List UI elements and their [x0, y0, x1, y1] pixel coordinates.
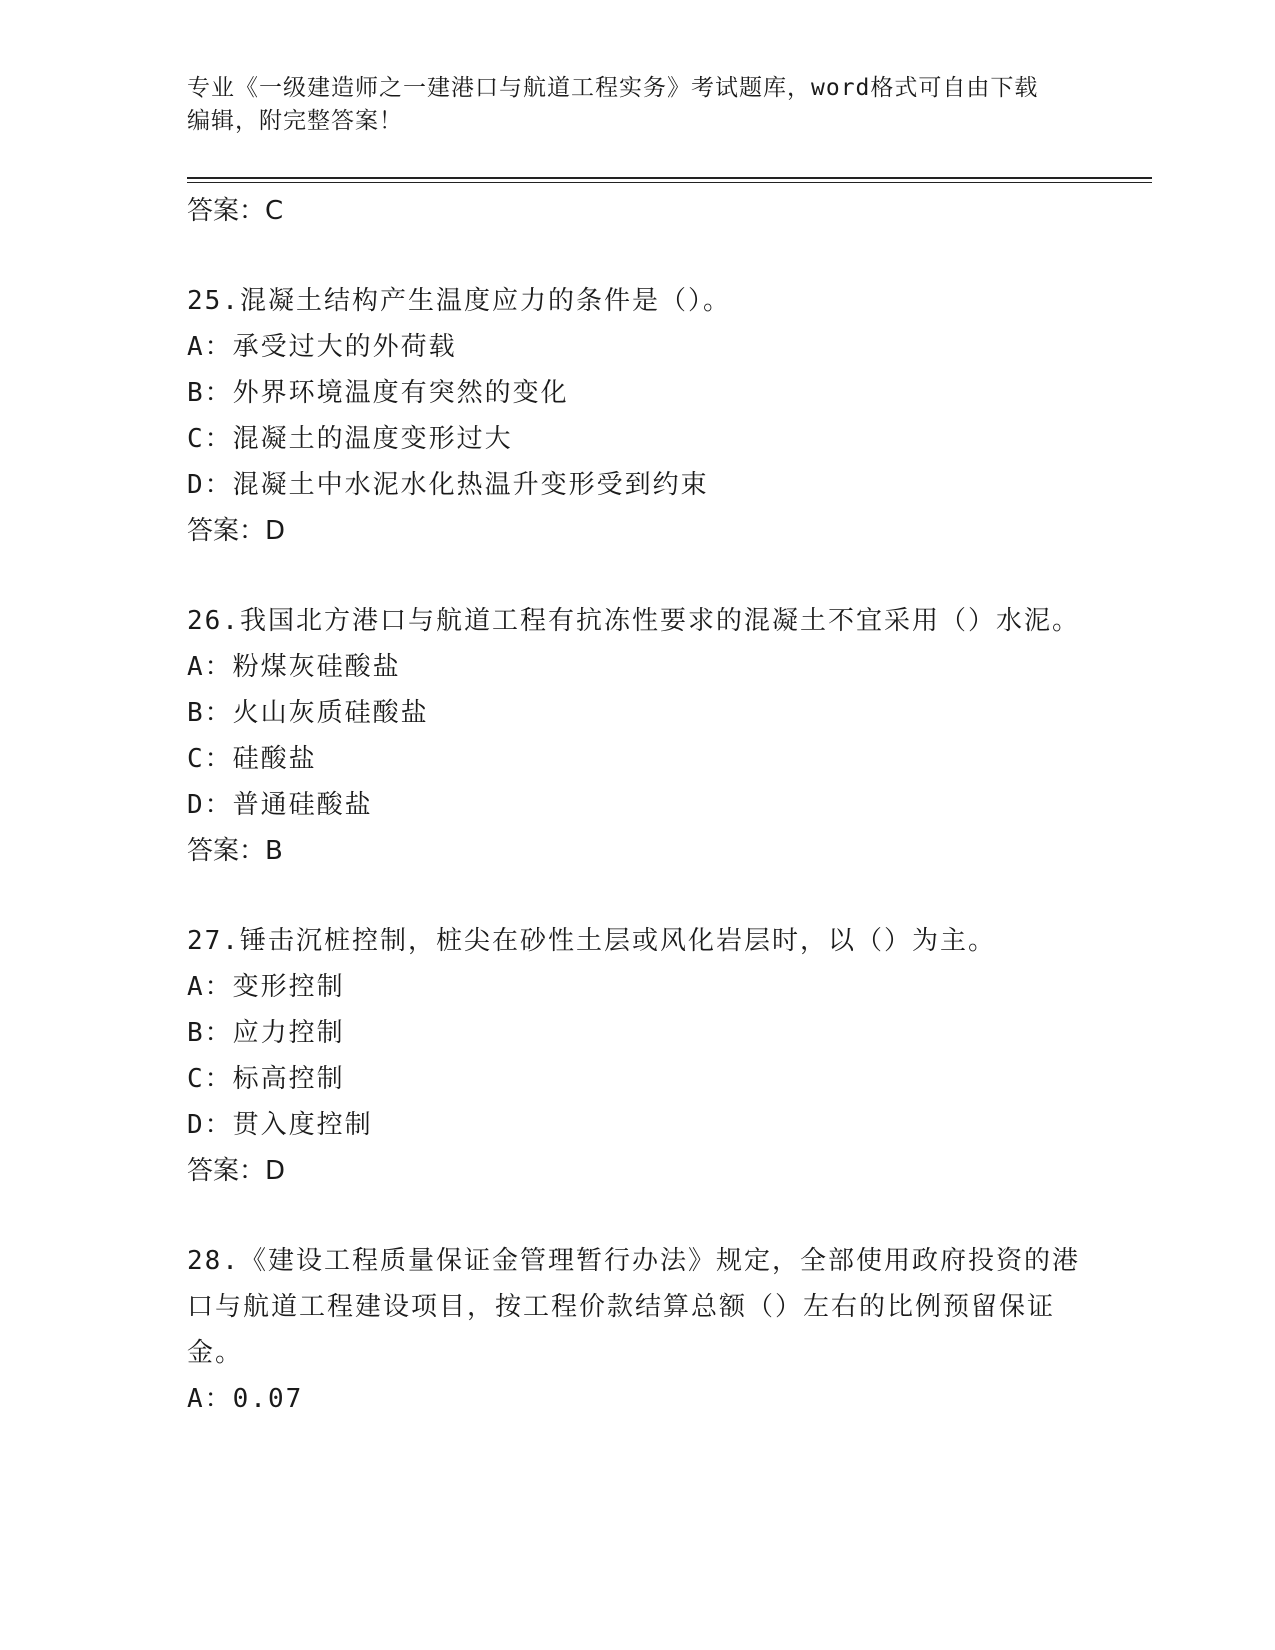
question-25	[187, 278, 1087, 554]
option-d: D：普通硅酸盐	[187, 790, 373, 820]
question-list	[187, 188, 1087, 1422]
answer-line: 答案：D	[187, 1156, 286, 1186]
option-b: B：应力控制	[187, 1018, 345, 1048]
header-line-1: 专业《一级建造师之一建港口与航道工程实务》考试题库，word格式可自由下载	[187, 75, 1039, 101]
question-stem: 25.混凝土结构产生温度应力的条件是（）。	[187, 286, 731, 316]
header-line-2: 编辑，附完整答案！	[187, 108, 403, 134]
header-rule-thin	[187, 182, 1152, 183]
option-b: B：外界环境温度有突然的变化	[187, 378, 569, 408]
option-d: D：贯入度控制	[187, 1110, 373, 1140]
document-header	[187, 72, 1087, 138]
option-a: A：0.07	[187, 1384, 304, 1414]
question-stem: 28.《建设工程质量保证金管理暂行办法》规定，全部使用政府投资的港口与航道工程建设项目，按工程价款结算总额（）左右的比例预留保证金。	[187, 1246, 1080, 1368]
option-a: A：变形控制	[187, 972, 345, 1002]
option-d: D：混凝土中水泥水化热温升变形受到约束	[187, 470, 709, 500]
answer-line: 答案：C	[187, 196, 284, 226]
question-27	[187, 918, 1087, 1194]
option-c: C：混凝土的温度变形过大	[187, 424, 513, 454]
option-b: B：火山灰质硅酸盐	[187, 698, 429, 728]
question-stem: 27.锤击沉桩控制，桩尖在砂性土层或风化岩层时，以（）为主。	[187, 926, 996, 956]
answer-line: 答案：D	[187, 516, 286, 546]
option-a: A：承受过大的外荷载	[187, 332, 457, 362]
option-c: C：硅酸盐	[187, 744, 317, 774]
header-rule-thick	[187, 177, 1152, 179]
question-26	[187, 598, 1087, 874]
question-28	[187, 1238, 1087, 1422]
answer-line: 答案：B	[187, 836, 283, 866]
option-c: C：标高控制	[187, 1064, 345, 1094]
option-a: A：粉煤灰硅酸盐	[187, 652, 401, 682]
question-stem: 26.我国北方港口与航道工程有抗冻性要求的混凝土不宜采用（）水泥。	[187, 606, 1080, 636]
